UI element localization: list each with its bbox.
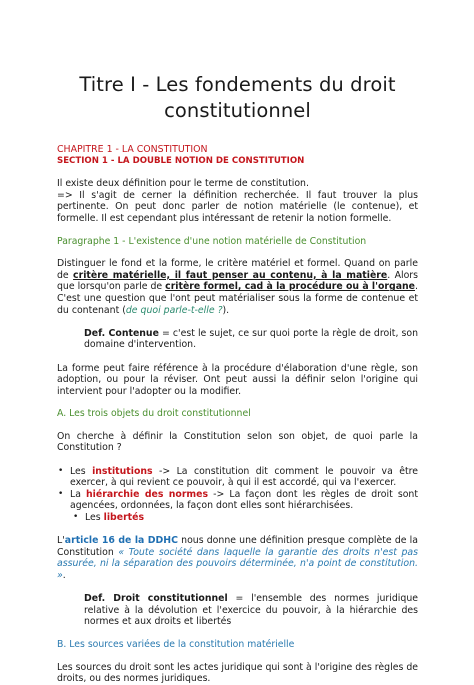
p1-text-b: . Alors que lorsqu'on parle de — [57, 269, 419, 293]
section-a-heading: A. Les trois objets du droit constitutionnel — [57, 408, 251, 420]
bullet-icon: • — [73, 512, 79, 523]
def-droit-text: = l'ensemble des normes juridique relative à la dévolution et l'exercice du pouvoir, à la hiérarchie des normes et aux droits et libertés — [84, 593, 418, 628]
title-line-2: constitutionnel — [164, 99, 311, 122]
chapter-heading: CHAPITRE 1 - LA CONSTITUTION — [57, 144, 208, 155]
bullet-icon: • — [58, 465, 64, 476]
paragraph-1-heading: Paragraphe 1 - L'existence d'une notion matérielle de Constitution — [57, 235, 367, 247]
bullet-icon: • — [58, 488, 64, 499]
section-a-question: On cherche à définir la Constitution selon son objet, de quoi parle la Constitution ? — [57, 430, 418, 454]
p1-bold-a: critère matérielle, il faut penser au contenu, à la matière — [73, 269, 388, 281]
ddhc-article: article 16 de la DDHC — [64, 535, 178, 547]
def-contenue-label: Def. Contenue — [84, 327, 159, 339]
intro-line-1: Il existe deux définition pour le terme de constitution. — [57, 178, 309, 190]
p1-text-d: ). — [222, 304, 230, 316]
p1-bold-b: critère formel, cad à la procédure ou à l'organe — [165, 281, 416, 293]
def-droit-label: Def. Droit constitutionnel — [84, 593, 228, 605]
intro-line-2: => Il s'agit de cerner la définition recherchée. Il faut trouver la plus pertinente. On peut donc parler de notion matérielle (le contenue), et formelle. Il est cependant plus intéressant de retenir la notion formelle. — [57, 189, 418, 224]
p1-text-a: Distinguer le fond et la forme, le critère matériel et formel. Quand on parle de — [57, 258, 418, 281]
section-heading: SECTION 1 - LA DOUBLE NOTION DE CONSTITUTION — [57, 155, 305, 166]
section-b-heading: B. Les sources variées de la constitution matérielle — [57, 638, 295, 650]
ddhc-paragraph: L'article 16 de la DDHC nous donne une définition presque complète de la Constitution « Toute société dans laquelle la garantie des droits n'est pas assurée, ni la séparation des pouvoirs déterminée, n'a point de constitution. ». — [57, 535, 419, 581]
paragraph-1-text — [57, 258, 418, 316]
p1-text-c: . C'est une question que l'ont peut matérialiser sous la forme de contenue et du contenant ( — [57, 281, 418, 316]
title-line-1: Titre I - Les fondements du droit — [79, 73, 396, 96]
keyword-hierarchie: hiérarchie des normes — [86, 488, 209, 500]
p1-quote: de quoi parle-t-elle ? — [125, 304, 223, 316]
keyword-libertes: libertés — [103, 512, 145, 524]
def-contenue-text: = c'est le sujet, ce sur quoi porte la règle de droit, son domaine d'intervention. — [84, 327, 418, 351]
list-item: • La hiérarchie des normes -> La façon dont les règles de droit sont agencées, ordonnées, la façon dont elles sont hiérarchisées. — [58, 488, 419, 512]
list-item: • Les institutions -> La constitution dit comment le pouvoir va être exercer, à qui revient ce pouvoir, à qui il est accordé, qui va l'exercer. — [58, 465, 419, 489]
page-title — [57, 72, 418, 124]
forme-text: La forme peut faire référence à la procédure d'élaboration d'une règle, son adoption, ou pour la réviser. Ont peut aussi la définir selon l'origine qui intervient pour l'adopter ou la modifier. — [57, 362, 418, 397]
list-item: • Les libertés — [73, 512, 145, 524]
ddhc-quote: « Toute société dans laquelle la garantie des droits n'est pas assurée, ni la séparation des pouvoirs déterminée, n'a point de constitution. » — [57, 546, 418, 581]
keyword-institutions: institutions — [92, 465, 153, 477]
objects-list — [57, 466, 418, 524]
section-b-text: Les sources du droit sont les actes juridique qui sont à l'origine des règles de droits, ou des normes juridiques. — [57, 661, 418, 685]
def-droit-constitutionnel — [57, 593, 418, 628]
def-contenue — [57, 328, 418, 351]
